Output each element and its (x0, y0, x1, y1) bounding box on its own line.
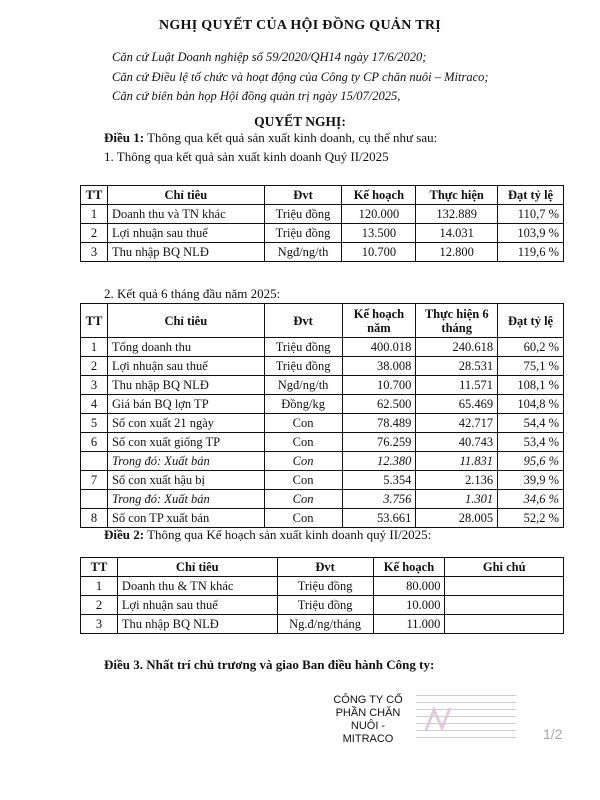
table-cell: 4 (81, 395, 108, 414)
table-cell (445, 577, 564, 596)
table-cell: 1 (81, 338, 108, 357)
table-row (81, 509, 564, 528)
article-2-text: Thông qua Kế hoạch sản xuất kinh doanh quý II/2025: (144, 527, 432, 542)
column-header: Chỉ tiêu (107, 304, 264, 338)
article-1-heading (104, 130, 437, 146)
article-2-label: Điều 2: (104, 527, 145, 542)
table-cell: 103,9 % (498, 224, 564, 243)
table-row (81, 395, 564, 414)
table-cell: Doanh thu và TN khác (107, 205, 264, 224)
article-1-item-1: 1. Thông qua kết quả sản xuất kinh doanh Quý II/2025 (104, 149, 389, 164)
company-signature-name: CÔNG TY CỔ PHẦN CHĂN NUÔI - MITRACO (333, 694, 403, 745)
table-cell: Thu nhập BQ NLĐ (107, 376, 264, 395)
table-cell: 12.800 (416, 243, 498, 262)
table-row (81, 596, 564, 615)
table-cell: 10.700 (342, 376, 416, 395)
table-cell: 2 (81, 224, 108, 243)
table-cell: 53,4 % (498, 433, 564, 452)
column-header: Ghi chú (445, 558, 564, 577)
table-cell: Trong đó: Xuất bán (107, 490, 264, 509)
table-cell: 6 (81, 433, 108, 452)
table-cell: Con (264, 490, 342, 509)
table-row (81, 205, 564, 224)
table-row (81, 577, 564, 596)
column-header: Thực hiện (416, 186, 498, 205)
table-cell: 7 (81, 471, 108, 490)
table-cell: Ng.đ/ng/tháng (277, 615, 373, 634)
table-cell: Lợi nhuận sau thuế (107, 224, 264, 243)
article-3-heading: Điều 3. Nhất trí chủ trương và giao Ban điều hành Công ty: (104, 657, 435, 672)
table-cell: Số con xuất hậu bị (107, 471, 264, 490)
table-cell: 76.259 (342, 433, 416, 452)
column-header: Đạt tỷ lệ (498, 304, 564, 338)
column-header: Kế hoạch năm (342, 304, 416, 338)
table-cell: Thu nhập BQ NLĐ (107, 243, 264, 262)
document-title: NGHỊ QUYẾT CỦA HỘI ĐỒNG QUẢN TRỊ (158, 18, 442, 33)
column-header: TT (81, 558, 118, 577)
table-cell: 3 (81, 243, 108, 262)
table-cell: 34,6 % (498, 490, 564, 509)
article-1-label: Điều 1: (104, 130, 145, 145)
column-header: TT (81, 186, 108, 205)
table-row (81, 452, 564, 471)
table-cell: 5 (81, 414, 108, 433)
table-header-row (81, 304, 564, 338)
table-cell: 11.000 (373, 615, 445, 634)
article-2-heading (104, 527, 431, 543)
table-cell: Đồng/kg (264, 395, 342, 414)
column-header: Chỉ tiêu (117, 558, 277, 577)
table-cell: 108,1 % (498, 376, 564, 395)
table-row (81, 357, 564, 376)
table-cell: 53.661 (342, 509, 416, 528)
table-header-row (81, 558, 564, 577)
table-cell: Giá bán BQ lợn TP (107, 395, 264, 414)
six-month-results-table (80, 303, 564, 528)
table-cell: Triệu đồng (264, 205, 342, 224)
article-1-item-2: 2. Kết quả 6 tháng đầu năm 2025: (104, 286, 281, 301)
table-cell: 80.000 (373, 577, 445, 596)
table-row (81, 615, 564, 634)
table-cell: 1 (81, 577, 118, 596)
table-cell: Triệu đồng (264, 357, 342, 376)
table-row (81, 243, 564, 262)
table-cell: 75,1 % (498, 357, 564, 376)
table-cell: 28.005 (416, 509, 498, 528)
table-cell: 28.531 (416, 357, 498, 376)
table-cell: 38.008 (342, 357, 416, 376)
table-cell: 65.469 (416, 395, 498, 414)
table-cell: Số con TP xuất bán (107, 509, 264, 528)
table-row (81, 376, 564, 395)
column-header: Kế hoạch (373, 558, 445, 577)
table-cell: Số con xuất giống TP (107, 433, 264, 452)
table-cell: Con (264, 509, 342, 528)
table-row (81, 414, 564, 433)
table-cell: Ngđ/ng/th (264, 243, 342, 262)
table-cell: 11.571 (416, 376, 498, 395)
table-cell: 132.889 (416, 205, 498, 224)
table-cell: 400.018 (342, 338, 416, 357)
table-cell: Triệu đồng (264, 224, 342, 243)
q2-results-table (80, 185, 564, 262)
page-number: 1/2 (543, 726, 563, 742)
table-cell: Doanh thu & TN khác (117, 577, 277, 596)
table-cell: 110,7 % (498, 205, 564, 224)
table-cell: Con (264, 471, 342, 490)
table-row (81, 471, 564, 490)
table-cell: Triệu đồng (277, 596, 373, 615)
table-cell: 10.700 (342, 243, 416, 262)
resolution-title: QUYẾT NGHỊ: (254, 114, 346, 129)
table-cell: 39,9 % (498, 471, 564, 490)
table-row (81, 490, 564, 509)
table-cell: Số con xuất 21 ngày (107, 414, 264, 433)
table-cell: 119,6 % (498, 243, 564, 262)
table-cell: 8 (81, 509, 108, 528)
table-cell: 12.380 (342, 452, 416, 471)
table-cell: 14.031 (416, 224, 498, 243)
table-cell: Triệu đồng (264, 338, 342, 357)
table-cell: 40.743 (416, 433, 498, 452)
column-header: Chỉ tiêu (107, 186, 264, 205)
column-header: Đvt (277, 558, 373, 577)
table-cell: 1 (81, 205, 108, 224)
table-cell: 1.301 (416, 490, 498, 509)
table-cell: Con (264, 433, 342, 452)
table-cell: 2.136 (416, 471, 498, 490)
table-cell: 3 (81, 376, 108, 395)
table-cell: 120.000 (342, 205, 416, 224)
table-header-row (81, 186, 564, 205)
table-cell: 52,2 % (498, 509, 564, 528)
table-cell: Triệu đồng (277, 577, 373, 596)
table-cell: 2 (81, 357, 108, 376)
table-cell: 11.831 (416, 452, 498, 471)
table-cell: 78.489 (342, 414, 416, 433)
table-row (81, 338, 564, 357)
table-cell: Con (264, 414, 342, 433)
table-cell: 42.717 (416, 414, 498, 433)
legal-basis-2: Căn cứ Điều lệ tổ chức và hoạt động của Công ty CP chăn nuôi – Mitraco; (112, 70, 489, 84)
column-header: Đvt (264, 304, 342, 338)
column-header: Kế hoạch (342, 186, 416, 205)
column-header: TT (81, 304, 108, 338)
legal-basis-1: Căn cứ Luật Doanh nghiệp số 59/2020/QH14 ngày 17/6/2020; (112, 50, 427, 64)
table-cell: 95,6 % (498, 452, 564, 471)
table-cell: Lợi nhuận sau thuế (107, 357, 264, 376)
table-row (81, 224, 564, 243)
table-cell (81, 490, 108, 509)
article-1-text: Thông qua kết quả sản xuất kinh doanh, cụ thể như sau: (144, 130, 438, 145)
table-cell: 104,8 % (498, 395, 564, 414)
table-cell: 5.354 (342, 471, 416, 490)
column-header: Đvt (264, 186, 342, 205)
table-cell: 62.500 (342, 395, 416, 414)
table-cell: Thu nhập BQ NLĐ (117, 615, 277, 634)
table-cell: 3 (81, 615, 118, 634)
table-cell (81, 452, 108, 471)
legal-basis-3: Căn cứ biên bản họp Hội đồng quản trị ngày 15/07/2025, (112, 89, 401, 103)
table-cell (445, 596, 564, 615)
column-header: Thực hiện 6 tháng (416, 304, 498, 338)
table-cell: 240.618 (416, 338, 498, 357)
table-cell: 10.000 (373, 596, 445, 615)
table-row (81, 433, 564, 452)
table-cell: 60,2 % (498, 338, 564, 357)
q2-plan-table (80, 557, 564, 634)
table-cell: Trong đó: Xuất bán (107, 452, 264, 471)
table-cell: 13.500 (342, 224, 416, 243)
table-cell: 2 (81, 596, 118, 615)
column-header: Đạt tỷ lệ (498, 186, 564, 205)
table-cell (445, 615, 564, 634)
table-cell: 54,4 % (498, 414, 564, 433)
table-cell: Tổng doanh thu (107, 338, 264, 357)
table-cell: Lợi nhuận sau thuế (117, 596, 277, 615)
table-cell: Ngđ/ng/th (264, 376, 342, 395)
digital-signature-details (416, 693, 516, 744)
table-cell: Con (264, 452, 342, 471)
table-cell: 3.756 (342, 490, 416, 509)
